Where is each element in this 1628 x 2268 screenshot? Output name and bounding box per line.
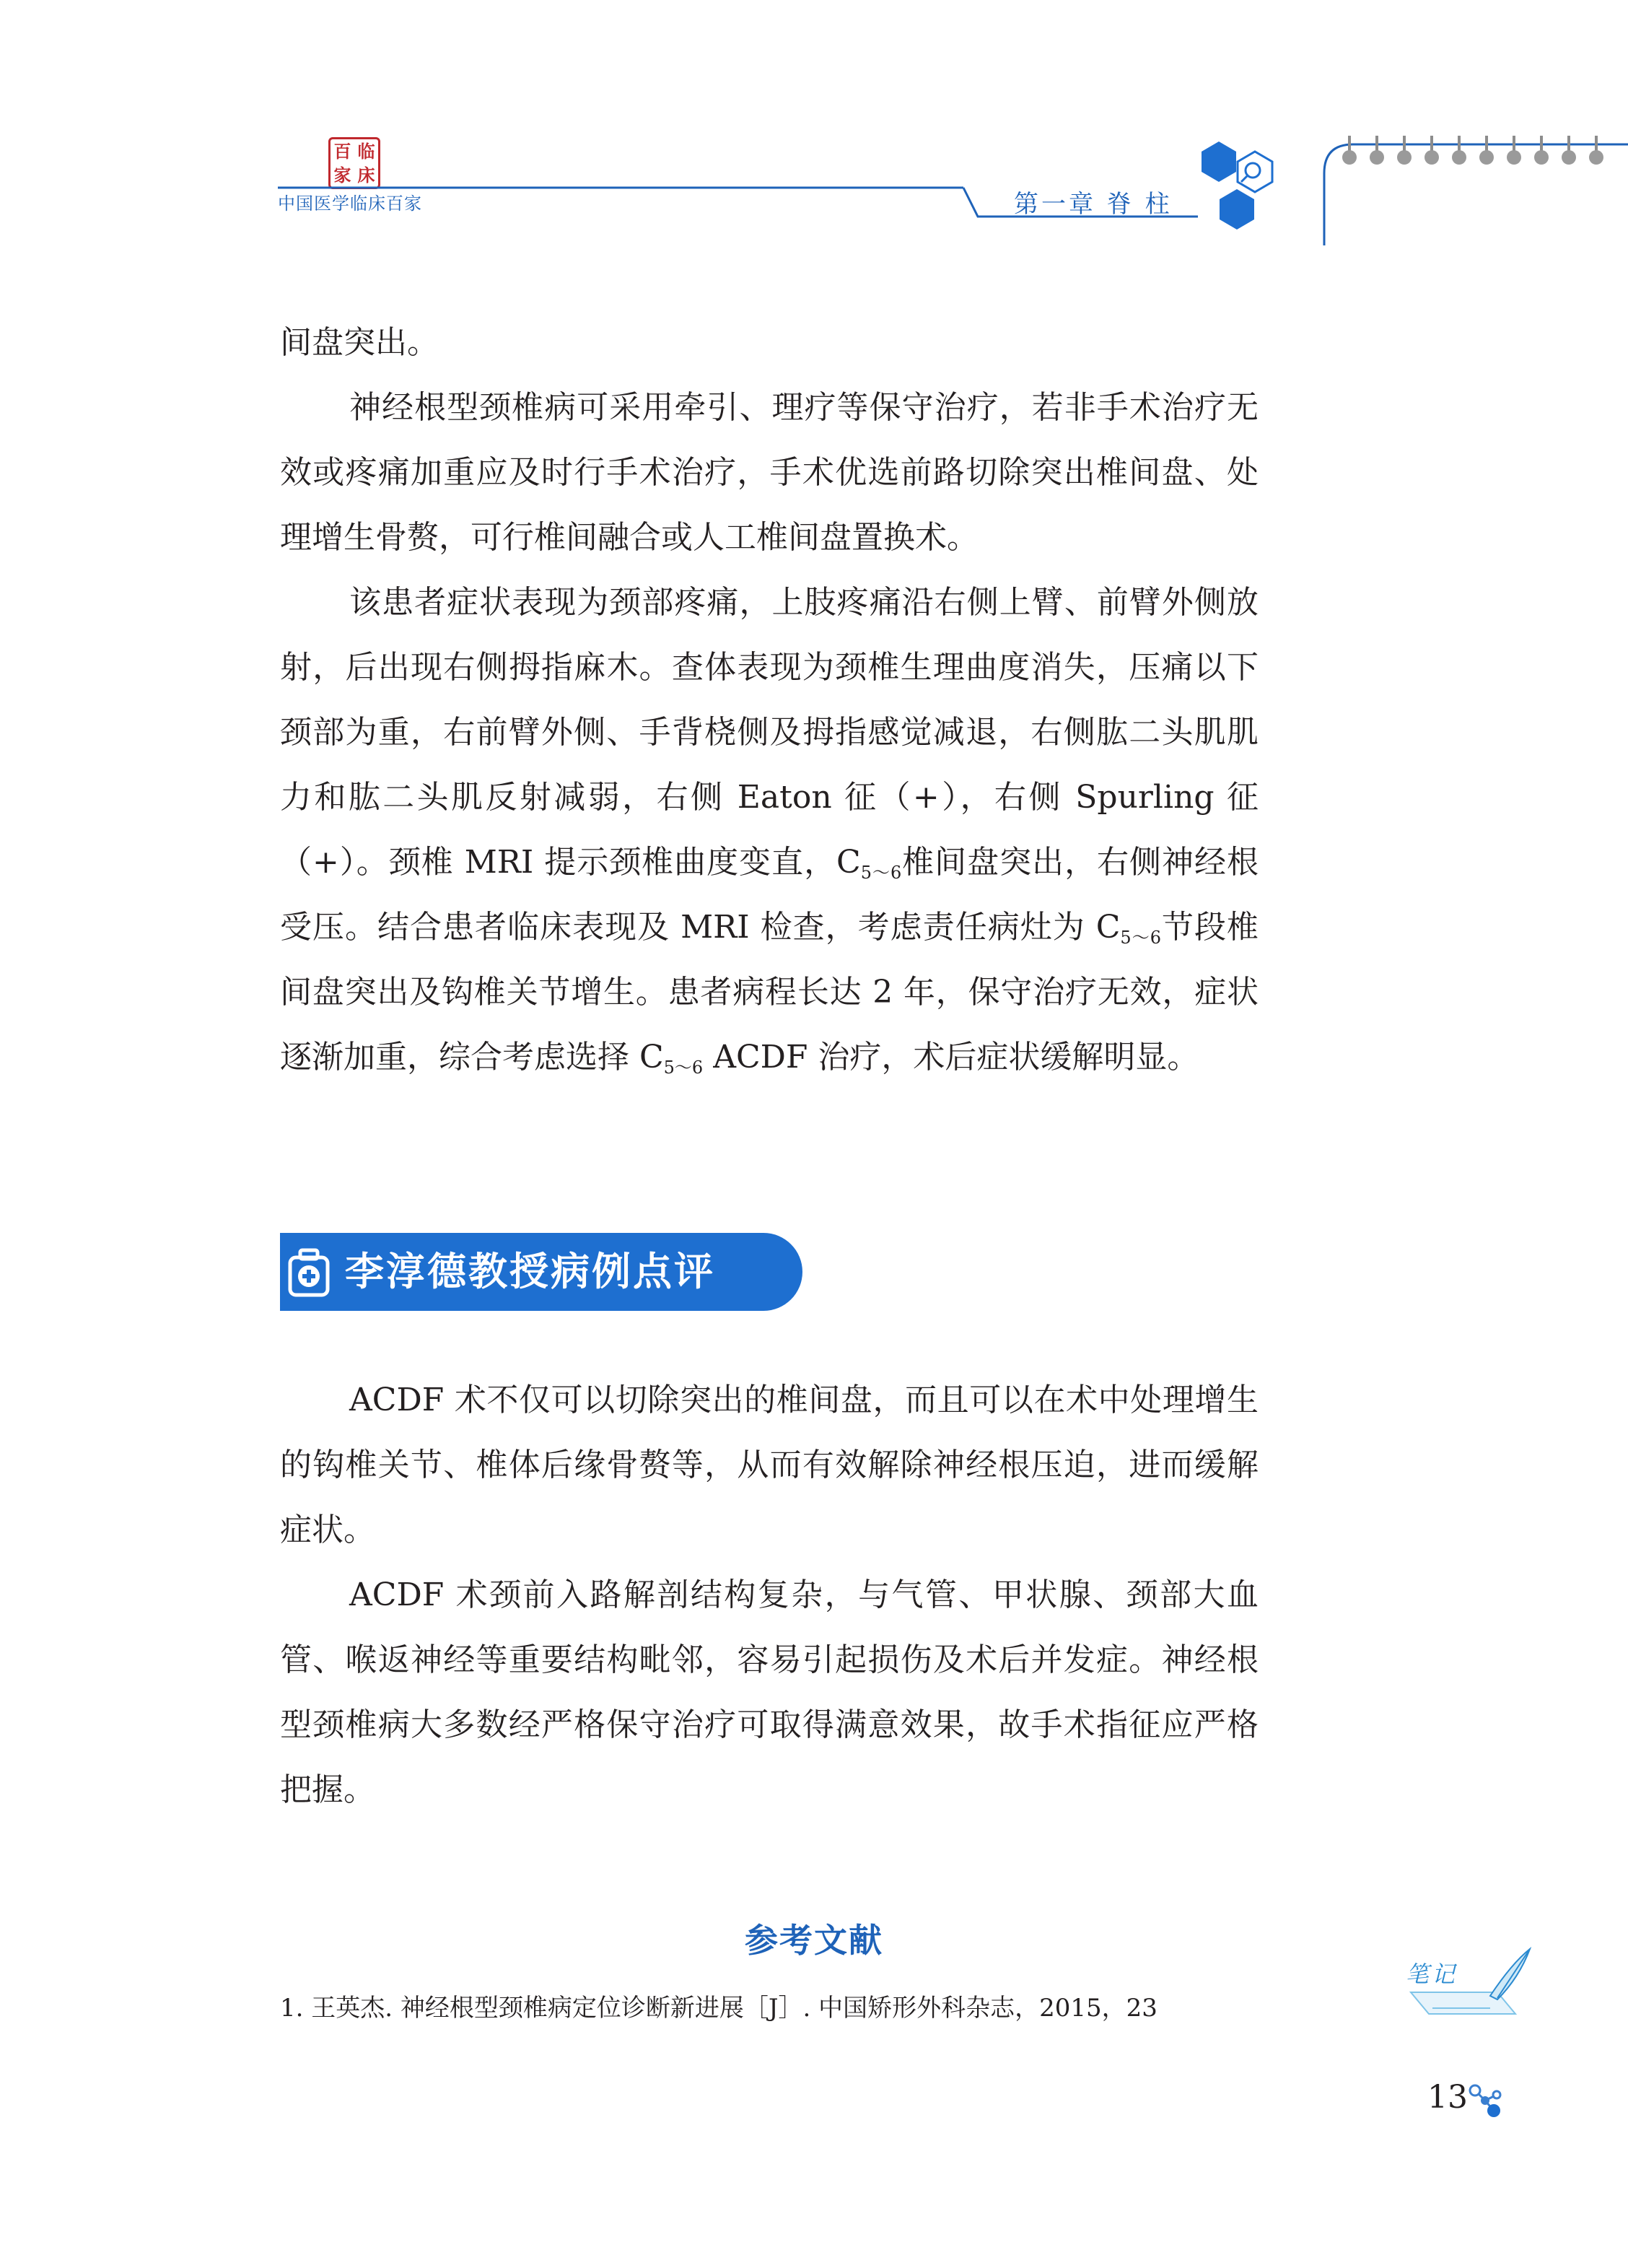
- ring-decoration: [1479, 136, 1494, 167]
- reference-item: 1. 王英杰. 神经根型颈椎病定位诊断新进展［J］. 中国矫形外科杂志，2015，23: [280, 1994, 1157, 2023]
- page-number: 13: [1427, 2079, 1468, 2116]
- ring-decoration: [1342, 136, 1357, 167]
- text-run: ACDF 治疗，术后症状缓解明显。: [703, 1039, 1199, 1076]
- notebook-rings: [1342, 136, 1624, 172]
- subscript: 5～6: [663, 1057, 704, 1078]
- ring-decoration: [1452, 136, 1466, 167]
- ring-decoration: [1562, 136, 1576, 167]
- paragraph-acdf-risks: ACDF 术颈前入路解剖结构复杂，与气管、甲状腺、颈部大血管、喉返神经等重要结构毗邻，容易引起损伤及术后并发症。神经根型颈椎病大多数经严格保守治疗可取得满意效果，故手术指征应严格把握。: [280, 1576, 1259, 1808]
- paragraph-treatment: 神经根型颈椎病可采用牵引、理疗等保守治疗，若非手术治疗无效或疼痛加重应及时行手术治疗，手术优选前路切除突出椎间盘、处理增生骨赘，可行椎间融合或人工椎间盘置换术。: [280, 389, 1259, 556]
- hexagon-decoration: [1202, 141, 1236, 182]
- subscript: 5～6: [1120, 928, 1161, 948]
- text-run: 该患者症状表现为颈部疼痛，上肢疼痛沿右侧上臂、前臂外侧放射，后出现右侧拇指麻木。查体表现为颈椎生理曲度消失，压痛以下颈部为重，右前臂外侧、手背桡侧及拇指感觉减退，右侧肱二头肌肌力和肱二头肌反射减弱，右侧 Eaton 征（+），右侧 Spurling 征（+）。颈椎 MRI 提示颈椎曲度变直，C: [280, 584, 1259, 881]
- section-title: 李淳德教授病例点评: [345, 1249, 715, 1294]
- ring-decoration: [1507, 136, 1521, 167]
- medical-kit-icon: [287, 1247, 331, 1298]
- molecule-icon: [1465, 2079, 1508, 2122]
- subscript: 5～6: [860, 863, 902, 883]
- hexagon-decoration: [1238, 152, 1272, 192]
- seal-char: 家: [333, 165, 351, 186]
- text-run: 椎间盘突出，右侧神经根受压。结合患者临床表现及 MRI 检查，考虑责任病灶为 C: [280, 844, 1259, 946]
- chapter-title: 第一章 脊 柱: [1014, 190, 1173, 219]
- notes-label: 笔记: [1406, 1960, 1458, 1988]
- ring-decoration: [1370, 136, 1384, 167]
- seal-char: 床: [357, 165, 375, 186]
- paragraph-case-analysis: [280, 570, 1259, 1090]
- ring-decoration: [1397, 136, 1412, 167]
- seal-char: 临: [357, 141, 375, 162]
- ring-decoration: [1424, 136, 1439, 167]
- references-heading: 参考文献: [745, 1921, 883, 1960]
- publisher-brand: 中国医学临床百家: [278, 193, 422, 214]
- paragraph-continuation: 间盘突出。: [280, 324, 439, 361]
- ring-decoration: [1534, 136, 1549, 167]
- text-run: 节段椎间盘突出及钩椎关节增生。患者病程长达 2 年，保守治疗无效，症状逐渐加重，综合考虑选择 C: [280, 909, 1259, 1076]
- ring-decoration: [1589, 136, 1603, 167]
- paragraph-acdf-benefits: ACDF 术不仅可以切除突出的椎间盘，而且可以在术中处理增生的钩椎关节、椎体后缘骨赘等，从而有效解除神经根压迫，进而缓解症状。: [280, 1382, 1259, 1548]
- hexagon-decoration: [1220, 189, 1254, 230]
- seal-char: 百: [333, 141, 351, 162]
